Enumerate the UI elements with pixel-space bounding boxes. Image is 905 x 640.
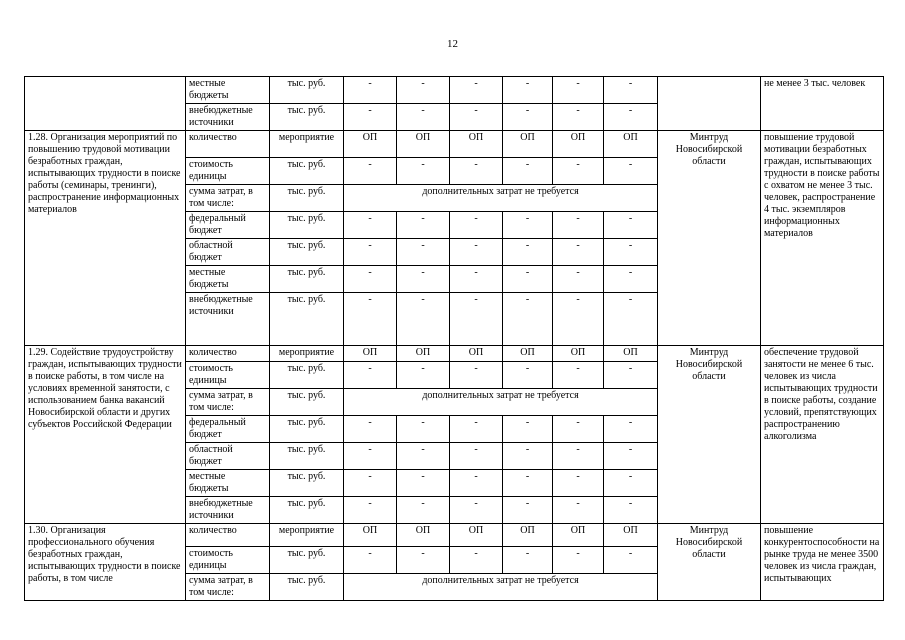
- row-label: федеральный бюджет: [186, 416, 270, 443]
- value-cell: -: [450, 497, 503, 524]
- value-cell: -: [604, 443, 658, 470]
- table-row: [25, 131, 884, 158]
- row-label: местные бюджеты: [186, 470, 270, 497]
- value-cell: -: [553, 266, 604, 293]
- value-cell: -: [604, 158, 658, 185]
- table-row: [25, 346, 884, 362]
- value-cell: -: [604, 239, 658, 266]
- page-number: 12: [447, 38, 458, 50]
- row-label: сумма затрат, в том числе:: [186, 185, 270, 212]
- value-cell: -: [503, 266, 553, 293]
- row-label: федеральный бюджет: [186, 212, 270, 239]
- value-cell: ОП: [503, 346, 553, 362]
- value-cell: ОП: [397, 346, 450, 362]
- result-cell: повышение конкурентоспособности на рынке труда не менее 3500 человек из числа граждан, испытывающих: [761, 524, 884, 601]
- table-row: [25, 524, 884, 547]
- value-cell: -: [604, 266, 658, 293]
- result-cell: не менее 3 тыс. человек: [761, 77, 884, 131]
- value-cell: -: [503, 212, 553, 239]
- row-label: стоимость единицы: [186, 158, 270, 185]
- value-cell: -: [344, 266, 397, 293]
- value-cell: -: [604, 497, 658, 524]
- value-cell: -: [553, 443, 604, 470]
- value-cell: -: [450, 266, 503, 293]
- value-cell: -: [344, 416, 397, 443]
- value-cell: -: [450, 77, 503, 104]
- value-cell: -: [397, 470, 450, 497]
- value-cell: -: [553, 547, 604, 574]
- value-cell: -: [604, 362, 658, 389]
- value-cell: -: [450, 212, 503, 239]
- item-title-cell: 1.28. Организация мероприятий по повышению трудовой мотивации безработных граждан, испытывающих трудности в поиске работы (семинары, тренинги), распространение информационных материалов: [25, 131, 186, 346]
- row-unit: тыс. руб.: [270, 77, 344, 104]
- row-label: внебюджетные источники: [186, 104, 270, 131]
- row-unit: тыс. руб.: [270, 497, 344, 524]
- item-title-cell: [25, 77, 186, 131]
- row-label: внебюджетные источники: [186, 497, 270, 524]
- value-cell: -: [344, 443, 397, 470]
- value-cell: -: [450, 104, 503, 131]
- value-cell: -: [344, 293, 397, 346]
- value-cell: -: [344, 104, 397, 131]
- value-cell: ОП: [553, 346, 604, 362]
- row-label: сумма затрат, в том числе:: [186, 389, 270, 416]
- row-unit: тыс. руб.: [270, 443, 344, 470]
- item-title-cell: 1.29. Содействие трудоустройству граждан, испытывающих трудности в поиске работы, в том числе на условиях временной занятости, с использованием банка вакансий Новосибирской области и других субъектов Российской Федерации: [25, 346, 186, 524]
- value-cell: -: [397, 416, 450, 443]
- value-cell: -: [553, 104, 604, 131]
- value-cell: -: [397, 497, 450, 524]
- value-cell: -: [397, 547, 450, 574]
- row-unit: мероприятие: [270, 346, 344, 362]
- value-cell: -: [553, 77, 604, 104]
- executor-cell: Минтруд Новосибирской области: [658, 524, 761, 601]
- value-cell: ОП: [604, 346, 658, 362]
- value-cell: -: [604, 293, 658, 346]
- row-unit: тыс. руб.: [270, 470, 344, 497]
- value-cell: ОП: [604, 131, 658, 158]
- row-label: местные бюджеты: [186, 266, 270, 293]
- row-unit: тыс. руб.: [270, 185, 344, 212]
- row-label: стоимость единицы: [186, 547, 270, 574]
- value-cell: -: [553, 158, 604, 185]
- row-unit: мероприятие: [270, 524, 344, 547]
- value-cell: -: [503, 293, 553, 346]
- value-cell: -: [553, 416, 604, 443]
- row-label: стоимость единицы: [186, 362, 270, 389]
- value-cell: ОП: [503, 131, 553, 158]
- no-costs-note: дополнительных затрат не требуется: [344, 574, 658, 601]
- no-costs-note: дополнительных затрат не требуется: [344, 389, 658, 416]
- value-cell: ОП: [344, 346, 397, 362]
- row-label: областной бюджет: [186, 239, 270, 266]
- value-cell: ОП: [397, 524, 450, 547]
- row-label: местные бюджеты: [186, 77, 270, 104]
- row-label: внебюджетные источники: [186, 293, 270, 346]
- value-cell: -: [553, 497, 604, 524]
- value-cell: ОП: [503, 524, 553, 547]
- value-cell: ОП: [553, 524, 604, 547]
- value-cell: -: [503, 104, 553, 131]
- value-cell: -: [553, 362, 604, 389]
- row-label: количество: [186, 131, 270, 158]
- row-unit: тыс. руб.: [270, 416, 344, 443]
- value-cell: ОП: [344, 131, 397, 158]
- value-cell: ОП: [450, 524, 503, 547]
- value-cell: -: [450, 470, 503, 497]
- row-unit: тыс. руб.: [270, 293, 344, 346]
- item-title-cell: 1.30. Организация профессионального обучения безработных граждан, испытывающих трудности в поиске работы, в том числе: [25, 524, 186, 601]
- row-label: количество: [186, 524, 270, 547]
- value-cell: -: [397, 362, 450, 389]
- value-cell: ОП: [450, 131, 503, 158]
- value-cell: -: [503, 158, 553, 185]
- value-cell: -: [344, 547, 397, 574]
- value-cell: -: [503, 470, 553, 497]
- value-cell: ОП: [344, 524, 397, 547]
- program-activities-table: [24, 76, 884, 601]
- value-cell: -: [450, 443, 503, 470]
- row-label: количество: [186, 346, 270, 362]
- value-cell: -: [604, 470, 658, 497]
- value-cell: -: [397, 293, 450, 346]
- value-cell: -: [553, 212, 604, 239]
- value-cell: -: [604, 77, 658, 104]
- value-cell: -: [397, 266, 450, 293]
- value-cell: -: [344, 362, 397, 389]
- result-cell: обеспечение трудовой занятости не менее 6 тыс. человек из числа испытывающих трудности в поиске работы, создание условий, препятствующих распространению алкоголизма: [761, 346, 884, 524]
- value-cell: -: [344, 239, 397, 266]
- value-cell: -: [604, 104, 658, 131]
- value-cell: -: [450, 239, 503, 266]
- value-cell: ОП: [397, 131, 450, 158]
- value-cell: -: [503, 362, 553, 389]
- row-label: областной бюджет: [186, 443, 270, 470]
- value-cell: ОП: [553, 131, 604, 158]
- value-cell: -: [344, 158, 397, 185]
- value-cell: -: [503, 547, 553, 574]
- value-cell: -: [344, 470, 397, 497]
- value-cell: -: [553, 470, 604, 497]
- value-cell: -: [503, 239, 553, 266]
- result-cell: повышение трудовой мотивации безработных граждан, испытывающих трудности в поиске работы с охватом не менее 3 тыс. человек, распространение 4 тыс. экземпляров информационных материалов: [761, 131, 884, 346]
- value-cell: -: [553, 293, 604, 346]
- value-cell: -: [344, 212, 397, 239]
- no-costs-note: дополнительных затрат не требуется: [344, 185, 658, 212]
- value-cell: ОП: [604, 524, 658, 547]
- row-unit: тыс. руб.: [270, 266, 344, 293]
- value-cell: -: [344, 497, 397, 524]
- value-cell: -: [397, 239, 450, 266]
- row-unit: тыс. руб.: [270, 389, 344, 416]
- row-unit: тыс. руб.: [270, 212, 344, 239]
- value-cell: -: [397, 77, 450, 104]
- row-unit: тыс. руб.: [270, 574, 344, 601]
- row-unit: тыс. руб.: [270, 239, 344, 266]
- value-cell: -: [397, 443, 450, 470]
- value-cell: -: [397, 104, 450, 131]
- value-cell: -: [553, 239, 604, 266]
- row-label: сумма затрат, в том числе:: [186, 574, 270, 601]
- row-unit: тыс. руб.: [270, 362, 344, 389]
- executor-cell: Минтруд Новосибирской области: [658, 346, 761, 524]
- value-cell: -: [450, 547, 503, 574]
- value-cell: -: [604, 212, 658, 239]
- executor-cell: [658, 77, 761, 131]
- value-cell: -: [503, 416, 553, 443]
- value-cell: -: [450, 293, 503, 346]
- value-cell: -: [450, 362, 503, 389]
- row-unit: тыс. руб.: [270, 158, 344, 185]
- table-row: [25, 77, 884, 104]
- executor-cell: Минтруд Новосибирской области: [658, 131, 761, 346]
- value-cell: -: [604, 547, 658, 574]
- value-cell: -: [503, 77, 553, 104]
- value-cell: ОП: [450, 346, 503, 362]
- row-unit: тыс. руб.: [270, 104, 344, 131]
- value-cell: -: [503, 443, 553, 470]
- value-cell: -: [604, 416, 658, 443]
- row-unit: мероприятие: [270, 131, 344, 158]
- value-cell: -: [503, 497, 553, 524]
- value-cell: -: [397, 212, 450, 239]
- row-unit: тыс. руб.: [270, 547, 344, 574]
- value-cell: -: [397, 158, 450, 185]
- value-cell: -: [344, 77, 397, 104]
- value-cell: -: [450, 416, 503, 443]
- value-cell: -: [450, 158, 503, 185]
